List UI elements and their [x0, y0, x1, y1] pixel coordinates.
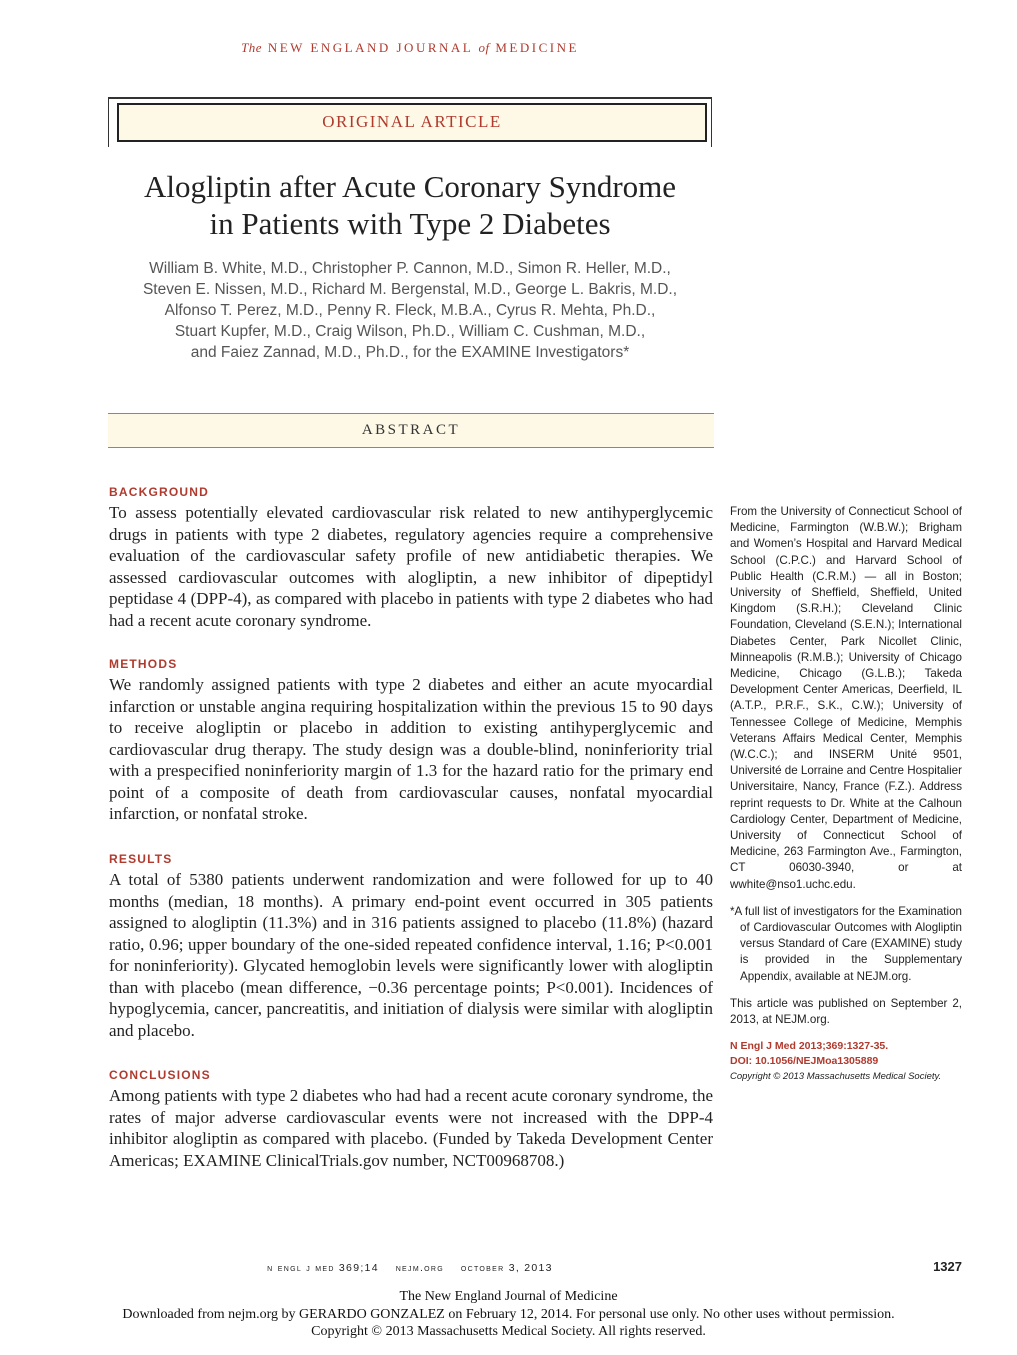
- author-line: and Faiez Zannad, M.D., Ph.D., for the EXAMINE Investigators*: [190, 344, 630, 361]
- journal-header-suffix: MEDICINE: [495, 40, 579, 55]
- page-number: 1327: [933, 1259, 962, 1274]
- author-affiliations: From the University of Connecticut School of Medicine, Farmington (W.B.W.); Brigham and Women’s Hospital and Harvard Medical School (C.P.C.) and Harvard School of Public Health (C.R.M.) — all in Boston; University of Sheffield, Sheffield, United Kingdom (S.R.H.); Cleveland Clinic Foundation, Cleveland (S.E.N.); International Diabetes Center, Park Nicollet Clinic, Minneapolis (R.M.B.); University of Chicago Medicine, Chicago (G.L.B.); Takeda Development Center Americas, Deerfield, IL (A.T.P., P.R.F., S.K., C.W.); University of Tennessee College of Medicine, Memphis Veterans Affairs Medical Center, Memphis (W.C.C.); and INSERM Unité 9501, Université de Lorraine and Centre Hospitalier Universitaire, Nancy, France (F.Z.). Address reprint requests to Dr. White at the Calhoun Cardiology Center, Department of Medicine, University of Connecticut School of Medicine, 263 Farmington Ave., Farmington, CT 06030-3940, or at wwhite@nso1.uchc.edu.: [730, 505, 962, 891]
- journal-header: [0, 40, 820, 56]
- conclusions-heading: CONCLUSIONS: [109, 1068, 211, 1082]
- author-line: William B. White, M.D., Christopher P. Cannon, M.D., Simon R. Heller, M.D.,: [149, 260, 671, 277]
- download-notice: [0, 1288, 1017, 1341]
- title-line-1: Alogliptin after Acute Coronary Syndrome: [143, 169, 677, 204]
- methods-heading: METHODS: [109, 657, 178, 671]
- footer-citation-text: n engl j med 369;14 nejm.org october 3, 2013: [267, 1262, 553, 1274]
- doi-link[interactable]: DOI: 10.1056/NEJMoa1305889: [730, 1055, 879, 1068]
- author-list: [60, 258, 760, 363]
- background-text: To assess potentially elevated cardiovascular risk related to new antihyperglycemic drugs in patients with type 2 diabetes, regulatory agencies require a comprehensive evaluation of the cardiovascular safety profile of new antidiabetic therapies. We assessed cardiovascular outcomes with alogliptin, a new inhibitor of dipeptidyl peptidase 4 (DPP-4), as compared with placebo in patients with type 2 diabetes who had had a recent acute coronary syndrome.: [109, 503, 713, 630]
- results-heading: RESULTS: [109, 852, 173, 866]
- notice-copyright-line: Copyright © 2013 Massachusetts Medical Society. All rights reserved.: [311, 1324, 706, 1339]
- sidebar-notes: [730, 504, 962, 1084]
- copyright-note: Copyright © 2013 Massachusetts Medical Society.: [730, 1071, 942, 1083]
- author-line: Alfonso T. Perez, M.D., Penny R. Fleck, M.B.A., Cyrus R. Mehta, Ph.D.,: [164, 302, 656, 319]
- abstract-label: ABSTRACT: [361, 422, 461, 438]
- author-line: Steven E. Nissen, M.D., Richard M. Bergenstal, M.D., George L. Bakris, M.D.,: [142, 281, 678, 298]
- section-label: ORIGINAL ARTICLE: [322, 112, 502, 131]
- published-note: This article was published on September 2, 2013, at NEJM.org.: [730, 996, 962, 1027]
- journal-header-main: NEW ENGLAND JOURNAL: [267, 40, 473, 55]
- notice-download-line: Downloaded from nejm.org by GERARDO GONZALEZ on February 12, 2014. For personal use only. No other uses without permission.: [122, 1306, 895, 1322]
- results-text: A total of 5380 patients underwent randomization and were followed for up to 40 months (median, 18 months). A primary end-point event occurred in 305 patients assigned to alogliptin (11.3%) and in 316 patients assigned to placebo (11.8%) (hazard ratio, 0.96; upper boundary of the one-sided repeated confidence interval, 1.16; P<0.001 for noninferiority). Glycated hemoglobin levels were significantly lower with alogliptin than with placebo (mean difference, −0.36 percentage points; P<0.001). Incidences of hypoglycemia, cancer, pancreatitis, and initiation of dialysis were similar with alogliptin and placebo.: [109, 870, 713, 1040]
- journal-citation: [730, 1039, 962, 1069]
- conclusions-text: Among patients with type 2 diabetes who had had a recent acute coronary syndrome, the rates of major adverse cardiovascular events were not increased with the DPP-4 inhibitor alogliptin as compared with placebo. (Funded by Takeda Development Center Americas; EXAMINE ClinicalTrials.gov number, NCT00968708.): [109, 1086, 713, 1170]
- methods-text: We randomly assigned patients with type 2 diabetes and either an acute myocardial infarction or unstable angina requiring hospitalization within the previous 15 to 90 days to receive alogliptin or placebo in addition to existing antihyperglycemic and cardiovascular drug therapy. The study design was a double-blind, noninferiority trial with a prespecified noninferiority margin of 1.3 for the hazard ratio for the primary end point of a composite of death from cardiovascular causes, nonfatal myocardial infarction, or nonfatal stroke.: [109, 675, 713, 823]
- background-heading: BACKGROUND: [109, 485, 209, 499]
- footer-citation: [0, 1262, 820, 1274]
- title-line-2: in Patients with Type 2 Diabetes: [209, 206, 611, 241]
- author-line: Stuart Kupfer, M.D., Craig Wilson, Ph.D., William C. Cushman, M.D.,: [174, 323, 646, 340]
- journal-header-of: of: [478, 40, 490, 55]
- investigators-note: *A full list of investigators for the Examination of Cardiovascular Outcomes with Alogliptin versus Standard of Care (EXAMINE) study is provided in the Supplementary Appendix, available at NEJM.org.: [730, 904, 962, 983]
- citation-ref: N Engl J Med 2013;369:1327-35.: [730, 1040, 889, 1053]
- article-title: [60, 168, 760, 242]
- journal-header-prefix: The: [241, 40, 263, 55]
- notice-journal-line: The New England Journal of Medicine: [399, 1289, 618, 1304]
